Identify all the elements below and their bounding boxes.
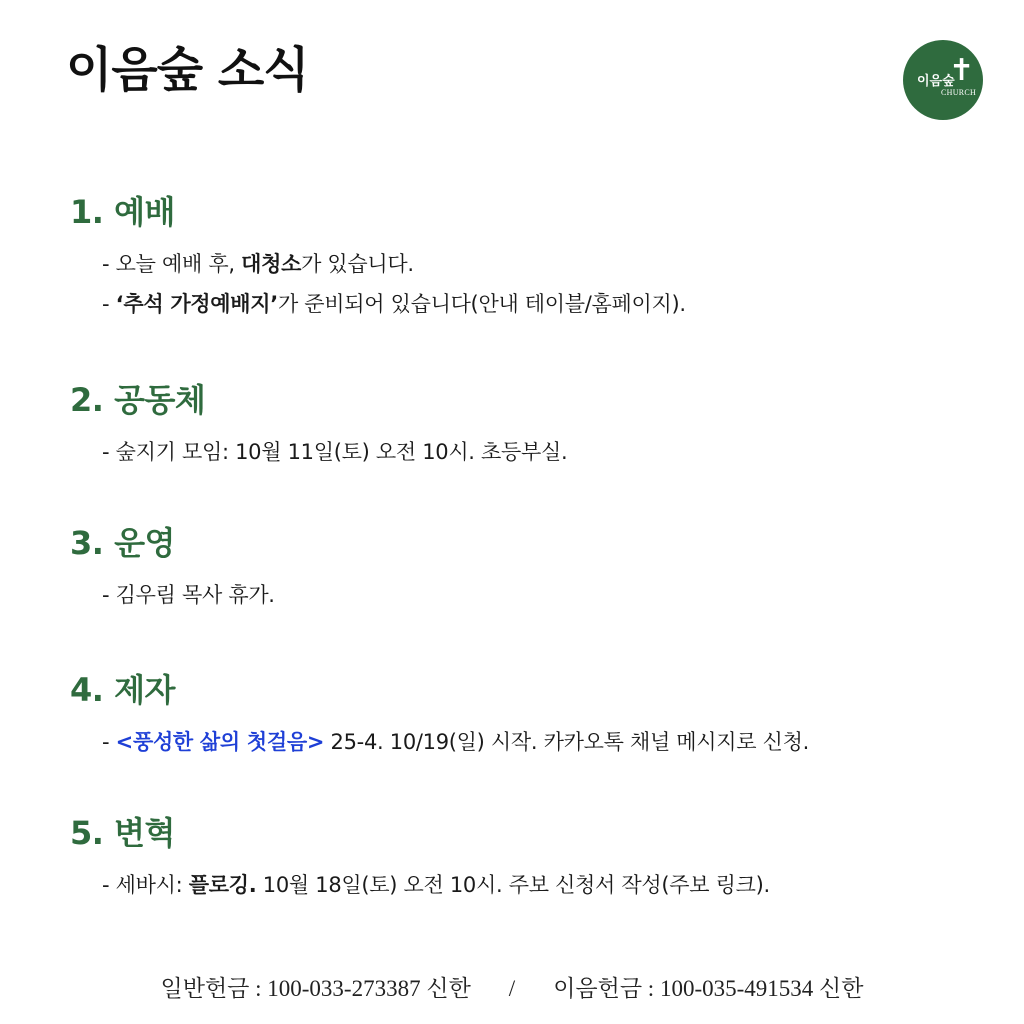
separator: / (508, 976, 516, 1001)
list-item: - 세바시: 플로깅. 10월 18일(토) 오전 10시. 주보 신청서 작성(주보 링크). (102, 873, 770, 898)
section-heading: 4. 제자 (70, 671, 175, 709)
page-title: 이음숲 소식 (66, 42, 309, 98)
offering-accounts (0, 970, 1024, 1003)
section-transformation (70, 814, 970, 900)
church-logo (903, 40, 983, 120)
section-heading: 3. 운영 (70, 524, 175, 562)
logo-text-ko: 이음숲 (917, 74, 955, 89)
section-worship (70, 193, 970, 318)
logo-text-en: CHURCH (941, 88, 977, 97)
cross-icon: ✝ (949, 53, 975, 88)
course-link[interactable]: <풍성한 삶의 첫걸음> (115, 730, 325, 755)
list-item: - <풍성한 삶의 첫걸음> 25-4. 10/19(일) 시작. 카카오톡 채널 메시지로 신청. (102, 730, 809, 755)
bold-text: 플로깅. (188, 873, 257, 898)
bold-text: 대청소 (241, 252, 302, 277)
section-community (70, 381, 970, 467)
list-item: - 오늘 예배 후, 대청소가 있습니다. (102, 252, 414, 277)
section-discipleship (70, 671, 970, 757)
list-item: - 숲지기 모임: 10월 11일(토) 오전 10시. 초등부실. (102, 440, 568, 465)
section-heading: 5. 변혁 (70, 814, 175, 852)
list-item: - 김우림 목사 휴가. (102, 583, 275, 608)
bold-text: ‘추석 가정예배지’ (115, 291, 278, 316)
section-heading: 1. 예배 (70, 193, 175, 231)
section-operations (70, 524, 970, 610)
ieum-offering-account: 이음헌금 : 100-035-491534 신한 (553, 976, 864, 1001)
general-offering-account: 일반헌금 : 100-033-273387 신한 (160, 976, 471, 1001)
section-heading: 2. 공동체 (70, 381, 206, 419)
list-item: - ‘추석 가정예배지’가 준비되어 있습니다(안내 테이블/홈페이지). (102, 291, 686, 316)
